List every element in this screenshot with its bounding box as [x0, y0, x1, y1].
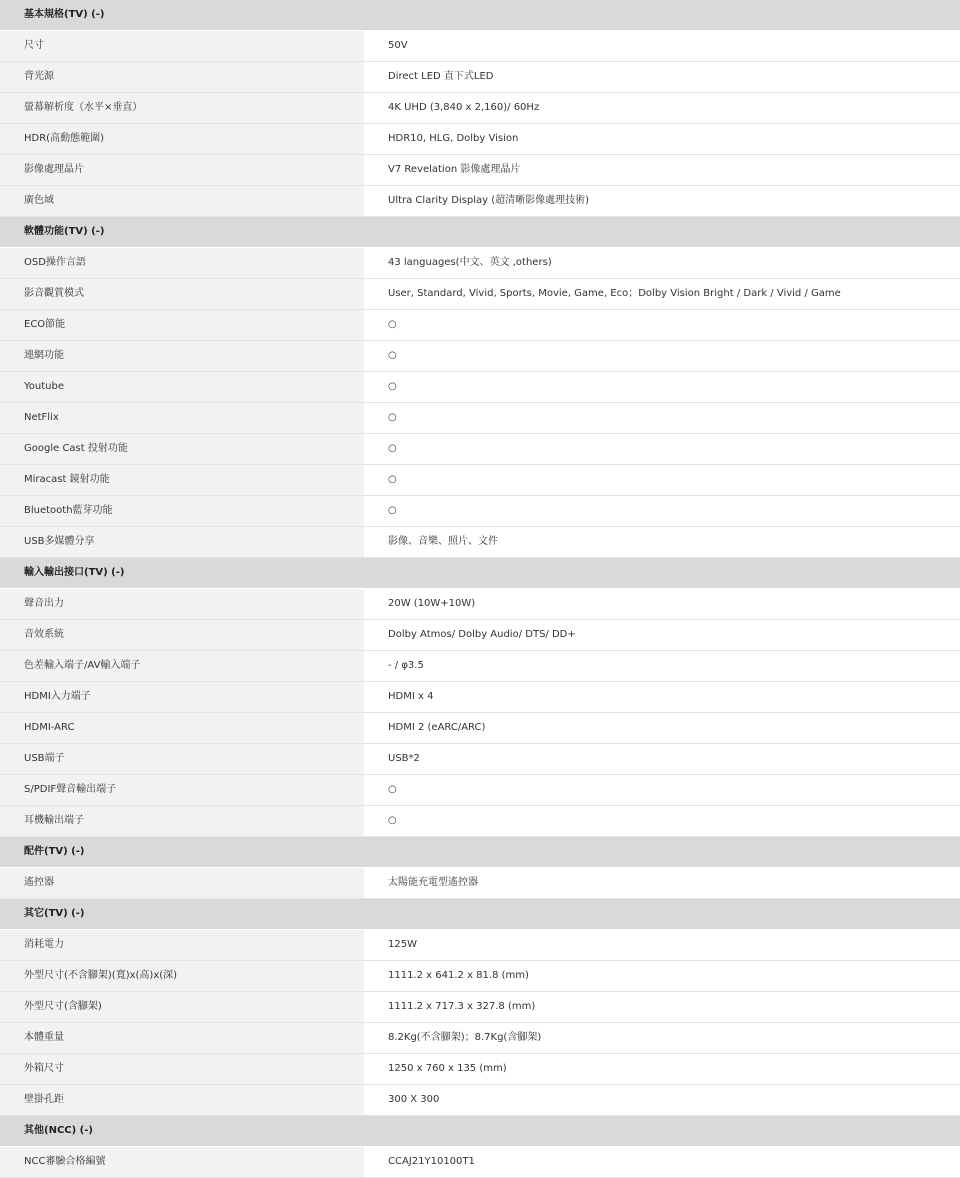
spec-row: [0, 341, 960, 372]
spec-row: [0, 93, 960, 124]
spec-label: Google Cast 投射功能: [0, 434, 364, 464]
spec-label: NetFlix: [0, 403, 364, 433]
section-header: 基本規格(TV) (-): [0, 0, 960, 31]
spec-label: 影像處理晶片: [0, 155, 364, 185]
spec-row: [0, 62, 960, 93]
spec-row: [0, 744, 960, 775]
spec-value: ○: [364, 496, 960, 526]
spec-label: HDMI-ARC: [0, 713, 364, 743]
spec-row: [0, 1085, 960, 1116]
spec-row: [0, 496, 960, 527]
spec-value: ○: [364, 775, 960, 805]
spec-value: 8.2Kg(不含腳架)；8.7Kg(含腳架): [364, 1023, 960, 1053]
section-header: 其他(NCC) (-): [0, 1116, 960, 1147]
spec-row: [0, 1147, 960, 1178]
spec-label: 外型尺寸(不含腳架)(寬)x(高)x(深): [0, 961, 364, 991]
spec-value: 1111.2 x 641.2 x 81.8 (mm): [364, 961, 960, 991]
spec-value: HDMI 2 (eARC/ARC): [364, 713, 960, 743]
spec-label: S/PDIF聲音輸出端子: [0, 775, 364, 805]
spec-value: CCAJ21Y10100T1: [364, 1147, 960, 1177]
spec-row: [0, 992, 960, 1023]
spec-value: USB*2: [364, 744, 960, 774]
spec-row: [0, 713, 960, 744]
spec-value: 300 X 300: [364, 1085, 960, 1115]
spec-row: [0, 620, 960, 651]
spec-value: 50V: [364, 31, 960, 61]
spec-label: 外箱尺寸: [0, 1054, 364, 1084]
spec-row: [0, 434, 960, 465]
section-header: 其它(TV) (-): [0, 899, 960, 930]
spec-value: 1250 x 760 x 135 (mm): [364, 1054, 960, 1084]
spec-value: ○: [364, 806, 960, 836]
spec-value: 影像、音樂、照片、文件: [364, 527, 960, 557]
spec-value: 20W (10W+10W): [364, 589, 960, 619]
spec-row: [0, 527, 960, 558]
spec-row: [0, 279, 960, 310]
spec-value: ○: [364, 310, 960, 340]
spec-label: 消耗電力: [0, 930, 364, 960]
spec-row: [0, 1054, 960, 1085]
spec-value: HDR10, HLG, Dolby Vision: [364, 124, 960, 154]
spec-row: [0, 31, 960, 62]
spec-row: [0, 775, 960, 806]
spec-label: 背光源: [0, 62, 364, 92]
spec-label: Youtube: [0, 372, 364, 402]
spec-row: [0, 372, 960, 403]
spec-row: [0, 155, 960, 186]
spec-label: 螢幕解析度（水平×垂直）: [0, 93, 364, 123]
spec-value: 4K UHD (3,840 x 2,160)/ 60Hz: [364, 93, 960, 123]
spec-row: [0, 310, 960, 341]
section-header: 軟體功能(TV) (-): [0, 217, 960, 248]
spec-value: HDMI x 4: [364, 682, 960, 712]
spec-label: HDR(高動態範圍): [0, 124, 364, 154]
spec-row: [0, 465, 960, 496]
spec-value: 1111.2 x 717.3 x 327.8 (mm): [364, 992, 960, 1022]
spec-label: 尺寸: [0, 31, 364, 61]
spec-value: Direct LED 直下式LED: [364, 62, 960, 92]
spec-value: ○: [364, 465, 960, 495]
spec-row: [0, 248, 960, 279]
spec-label: 色差輸入端子/AV輸入端子: [0, 651, 364, 681]
spec-row: [0, 930, 960, 961]
section-header: 配件(TV) (-): [0, 837, 960, 868]
spec-label: 本體重量: [0, 1023, 364, 1053]
spec-value: ○: [364, 372, 960, 402]
spec-label: 外型尺寸(含腳架): [0, 992, 364, 1022]
spec-row: [0, 651, 960, 682]
spec-label: OSD操作言語: [0, 248, 364, 278]
spec-value: User, Standard, Vivid, Sports, Movie, Game, Eco；Dolby Vision Bright / Dark / Vivid / Game: [364, 279, 960, 309]
spec-row: [0, 682, 960, 713]
spec-row: [0, 961, 960, 992]
spec-value: ○: [364, 341, 960, 371]
spec-label: 耳機輸出端子: [0, 806, 364, 836]
spec-label: ECO節能: [0, 310, 364, 340]
spec-row: [0, 589, 960, 620]
spec-row: [0, 186, 960, 217]
spec-label: HDMI入力端子: [0, 682, 364, 712]
spec-label: Miracast 鏡射功能: [0, 465, 364, 495]
spec-row: [0, 124, 960, 155]
spec-value: ○: [364, 434, 960, 464]
spec-value: Dolby Atmos/ Dolby Audio/ DTS/ DD+: [364, 620, 960, 650]
spec-value: 125W: [364, 930, 960, 960]
spec-label: USB端子: [0, 744, 364, 774]
spec-value: 太陽能充電型遙控器: [364, 868, 960, 898]
spec-label: 廣色域: [0, 186, 364, 216]
spec-label: 聲音出力: [0, 589, 364, 619]
spec-label: 音效系統: [0, 620, 364, 650]
spec-label: USB多媒體分享: [0, 527, 364, 557]
spec-value: - / φ3.5: [364, 651, 960, 681]
spec-label: 連網功能: [0, 341, 364, 371]
spec-row: [0, 868, 960, 899]
spec-value: ○: [364, 403, 960, 433]
spec-row: [0, 1023, 960, 1054]
spec-row: [0, 403, 960, 434]
spec-label: 遙控器: [0, 868, 364, 898]
spec-label: 影音觀賞模式: [0, 279, 364, 309]
spec-row: [0, 806, 960, 837]
section-header: 輸入輸出接口(TV) (-): [0, 558, 960, 589]
spec-value: Ultra Clarity Display (超清晰影像處理技術): [364, 186, 960, 216]
spec-label: Bluetooth藍芽功能: [0, 496, 364, 526]
spec-value: 43 languages(中文、英文 ,others): [364, 248, 960, 278]
spec-label: 壁掛孔距: [0, 1085, 364, 1115]
spec-value: V7 Revelation 影像處理晶片: [364, 155, 960, 185]
spec-label: NCC審驗合格編號: [0, 1147, 364, 1177]
